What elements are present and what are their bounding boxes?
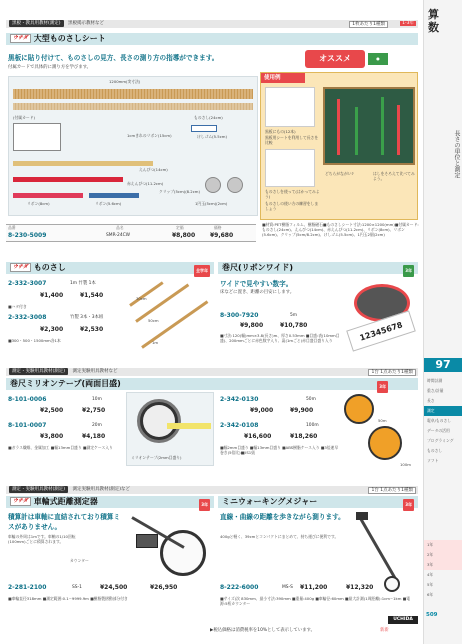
grade-tag-2: 全学年 — [194, 265, 210, 277]
coin-icon — [205, 177, 221, 193]
product-note-5: 車輪の外周は1mです。車軸の1/10回転(100mm)ごとに積算されます。 — [8, 534, 76, 544]
category-sublabel: 黒板掲示教材など — [67, 21, 104, 26]
grade-tab-6[interactable]: 6年 — [427, 592, 434, 597]
col-price: 価格 — [214, 225, 222, 230]
product-spec-6: ■サイズ(次 830mm、最小寸法:390mm ■重量:400g ■車輪径:60mm ■最大計測(1周距離):1cm~1km ■電源:5桁カウンター — [220, 596, 411, 606]
monosashi-label: ものさし(24cm) — [194, 115, 223, 120]
tax-price-2a: ¥1,540 — [80, 292, 104, 299]
sidebar-item-5[interactable]: データの活用 — [427, 428, 450, 433]
sidebar-item-4[interactable]: 電卓/ものさし — [427, 418, 452, 423]
quantity-badge-4: 1台 1点あたり1種類 — [368, 369, 416, 376]
product-code[interactable]: 8-230-5009 — [8, 232, 47, 239]
product-note-2a: ■ハタ付き — [8, 304, 27, 309]
product-title-5: 車輪式距離測定器 — [33, 497, 98, 506]
col-list: 定価 — [176, 225, 184, 230]
ribbon-8-label: リボン(8cm) — [27, 201, 50, 206]
tax-price-3: ¥10,780 — [280, 322, 308, 329]
sidebar-item-2[interactable]: 長さ — [427, 398, 435, 403]
coin-label: 1円玉(5cm)(2cm) — [195, 201, 228, 206]
section4-category-bar — [6, 368, 418, 376]
product-title-3: 巻尺(リボンワイド) — [222, 263, 294, 272]
usage-note-2: 黒板用シートを利用して長さを比較 — [265, 135, 319, 145]
quantity-badge: 1枚あたり1種類 — [349, 21, 388, 28]
product-model: SMR-24CW — [106, 233, 131, 238]
product-code-4d[interactable]: 2-342-0108 — [220, 422, 259, 429]
tape-caption-4: ミリオンテープ(2mm目盛り) — [131, 455, 182, 460]
ruler-graphic — [13, 89, 253, 99]
product-code-3[interactable]: 8-300-7920 — [220, 312, 259, 319]
product-lead-5: 積算計は車軸に直結されており積算ミスがありません。 — [8, 513, 121, 531]
ribbon-56-graphic — [89, 193, 139, 198]
wheel-image — [130, 512, 214, 580]
list-price-2a: ¥1,400 — [40, 292, 64, 299]
list-price-4d: ¥16,600 — [244, 433, 272, 440]
sidebar-item-3[interactable]: 測定 — [424, 406, 462, 416]
tax-price: ¥9,680 — [210, 232, 234, 239]
card-label: (付属カード) — [13, 115, 35, 120]
section5-title-bar — [6, 496, 214, 508]
grade-tab-4[interactable]: 4年 — [427, 572, 434, 577]
usage-note-3: どちらがながい? — [325, 171, 354, 176]
usage-note-4: はしをそろえて比べてみよう。 — [373, 171, 415, 181]
section5-category-bar — [6, 486, 418, 494]
usage-note-5: ものさしを使って(はかってみよう) — [265, 189, 320, 199]
grade-tab-3[interactable]: 3年 — [424, 560, 462, 570]
sidebar-title: 算数 — [428, 8, 439, 34]
product-code-5[interactable]: 2-281-2100 — [8, 584, 47, 591]
clip-label: クリップ(5cm)(8.2cm) — [159, 189, 200, 194]
pencil-label: えんぴつ(14cm) — [139, 167, 168, 172]
sidebar-item-1[interactable]: 重さ/計量 — [427, 388, 444, 393]
sidebar-item-7[interactable]: ものさし — [427, 448, 443, 453]
label-30cm: 30cm — [136, 296, 147, 301]
product-lead-3: ワイドで見やすい数字。 — [220, 280, 293, 288]
product-desc-2a: 1m 竹製 1本 — [70, 281, 96, 286]
product-spec: ■材質:PET樹脂フィルム、樹脂磁石■ものさしシート寸法:1200×1200(mm)■付属カード:ものさし(24cm)、えんぴつ(14cm)、赤えんぴつ(11.2cm)、リボン(8cm)、リボン(5.6cm)、クリップ(5cm/8.2cm)、けしゴム(5.5cm)、1円玉2個(2cm) — [262, 222, 419, 237]
product-spec-4: ■ガラス繊維、金属加工 ■幅13mm目盛り ■測定ケース入り — [8, 445, 113, 450]
ribbon-56-label: リボン(5.6cm) — [95, 201, 122, 206]
list-price-3: ¥9,800 — [240, 322, 264, 329]
brand-logo-5: ウチダ — [10, 497, 31, 506]
product-lead-6: 直線・曲線の距離を歩きながら測ります。 — [220, 513, 345, 521]
category-label: 黒板・教具用教材(測定) — [9, 20, 64, 27]
product-title-2: ものさし — [33, 263, 66, 272]
walking-measure-image — [350, 506, 418, 606]
list-price-6: ¥11,200 — [300, 584, 328, 591]
product-code-2a[interactable]: 2-332-3007 — [8, 280, 47, 287]
tape-numbers: 12345678 — [346, 310, 416, 351]
usage-title: 使用例 — [261, 73, 305, 83]
bamboo-rulers-image — [122, 278, 214, 352]
product-model-6: MS-S — [282, 585, 293, 590]
grade-tag-3: 3年 — [403, 265, 414, 277]
grade-tag-4: 3年 — [377, 381, 388, 393]
usage-example-panel — [260, 72, 418, 220]
red-pencil-label: 赤えんぴつ(11.2cm) — [127, 181, 164, 186]
grade-tag-5: 3年 — [199, 499, 210, 511]
category-label-4: 測定・実験用具教材(測定) — [9, 368, 68, 375]
product-code-4a[interactable]: 8-101-0006 — [8, 396, 47, 403]
product-spec-4b: ■幅2mm目盛り ■幅13mm目盛り ■ABS樹脂ケース入り ■3倍速早巻き(5倍比)■JIS1級 — [220, 445, 339, 455]
chalkboard-graphic — [323, 87, 415, 165]
col-code: 品番 — [8, 225, 16, 230]
product-note-6: 400gと軽く、39cmとコンパクトにまとめて、持ち運びに便利です。 — [220, 534, 339, 539]
product-code-6[interactable]: 8-222-6000 — [220, 584, 259, 591]
tax-price-5: ¥26,950 — [150, 584, 178, 591]
product-title-6: ミニウォーキングメジャー — [222, 497, 318, 506]
list-price-4b: ¥3,800 — [40, 433, 64, 440]
product-desc-2b: 竹製 3本・3本組 — [70, 315, 104, 320]
section1-category-bar — [6, 20, 418, 28]
sidebar-item-8[interactable]: ソフト — [427, 458, 439, 463]
usage-note-6: ものさしの使い方の練習をしましょう — [265, 201, 319, 211]
category-sublabel-4: 測定実験用具教材など — [72, 369, 118, 374]
ruler-graphic-2 — [13, 103, 253, 110]
grade-tab-1[interactable]: 1年 — [424, 540, 462, 550]
label-1m: 1m — [152, 340, 159, 345]
product-len-4d: 100m — [306, 423, 319, 428]
product-spec-3: ■寸法:120(幅)mm×3.8(長さ)m、厚さ0.53mm ■目盛:表(10mm目盛)、200mmごとに赤色数字入り、裏(1mごと)赤目盛目盛り入り — [220, 333, 340, 343]
list-price-4a: ¥2,500 — [40, 407, 64, 414]
product-len-3: 5m — [290, 313, 298, 318]
product-len-4b: 20m — [92, 423, 102, 428]
ruler-length-label: 1200mm(実寸法) — [109, 79, 141, 84]
list-price: ¥8,800 — [172, 232, 196, 239]
grade-tabs — [424, 540, 462, 600]
list-price-4c: ¥9,000 — [250, 407, 274, 414]
page-number: 97 — [424, 358, 462, 372]
reel-50m-label: 50m — [378, 418, 387, 423]
new-badge-icon: ● — [368, 53, 388, 65]
product-title: 大型ものさしシート — [33, 34, 106, 43]
grade-badge: 1-3年 — [402, 21, 414, 26]
product-note-2b: ■300・500・1500mm各1本 — [8, 338, 61, 343]
product-note: 付属カードで具体的に測り方を学びます。 — [8, 65, 92, 70]
product-title-4: 巻尺ミリオンテープ(両面目盛) — [10, 379, 121, 388]
grade-tag-6: 3年 — [403, 499, 414, 511]
section1-title-bar — [6, 33, 418, 45]
tax-price-4c: ¥9,900 — [290, 407, 314, 414]
product-len-4c: 50m — [306, 397, 316, 402]
price-table — [6, 224, 256, 242]
category-label-5: 測定・実験用具教材(測定) — [9, 486, 68, 493]
label-50cm: 50cm — [148, 318, 159, 323]
sidebar-vertical-label: 長さの単位と測定 — [453, 130, 460, 178]
product-lead: 黒板に貼り付けて、ものさしの見方、長さの測り方の指導ができます。 — [8, 54, 219, 62]
sidebar-nav — [424, 376, 462, 466]
tape-reels-image — [340, 390, 418, 470]
product-code-2b[interactable]: 2-332-3008 — [8, 314, 47, 321]
section3-title-bar — [218, 262, 418, 274]
usage-note-1: 黒板にもの(12本) — [265, 129, 296, 134]
pencil-graphic — [13, 161, 153, 166]
sidebar-item-6[interactable]: プログラミング — [427, 438, 454, 443]
tax-price-4d: ¥18,260 — [290, 433, 318, 440]
category-sublabel-5: 測定実験用具教材(測定)など — [72, 487, 130, 492]
usage-photo-2 — [265, 149, 315, 187]
eraser-label: けしゴム(5.5cm) — [197, 134, 227, 139]
tax-price-4a: ¥2,750 — [82, 407, 106, 414]
list-price-5: ¥24,500 — [100, 584, 128, 591]
list-price-2b: ¥2,300 — [40, 326, 64, 333]
footer-new-label: 新新 — [380, 628, 389, 633]
tax-price-2b: ¥2,530 — [80, 326, 104, 333]
footer-page-number: 509 — [426, 612, 438, 618]
sidebar-item-0[interactable]: 時間計測 — [427, 378, 443, 383]
usage-photo-1 — [265, 87, 315, 127]
sidebar — [423, 0, 462, 644]
reel-100m-label: 100m — [400, 462, 411, 467]
product-len-4a: 10m — [92, 397, 102, 402]
uchida-logo: UCHIDA — [388, 616, 418, 624]
product-note-3: 床などに置き、距離の目安にします。 — [220, 290, 295, 295]
grade-tab-5[interactable]: 5年 — [427, 582, 434, 587]
section4-title-bar — [6, 378, 418, 390]
ribbon-8-graphic — [13, 193, 83, 198]
counter-label: カウンター — [70, 558, 89, 563]
grade-tab-2[interactable]: 2年 — [424, 550, 462, 560]
tape-label: 1cmきれのリボン(15cm) — [127, 133, 172, 138]
section2-title-bar — [6, 262, 214, 274]
product-code-4c[interactable]: 2-342-0130 — [220, 396, 259, 403]
tape-image-3 — [346, 278, 418, 352]
osusume-badge: オススメ — [305, 50, 365, 68]
brand-logo: ウチダ — [10, 34, 31, 43]
product-model-5: SS-1 — [72, 585, 82, 590]
tax-price-4b: ¥4,180 — [82, 433, 106, 440]
col-name: 品名 — [116, 225, 124, 230]
footer-note: ▶税込価格は消費税率を10%として表示しています。 — [210, 628, 315, 633]
product-spec-5: ■車輪直径318mm ■測定範囲:0.1~9999.9m ■樹脂製摺動部分付き — [8, 596, 128, 601]
coin-icon-2 — [227, 177, 243, 193]
brand-logo-2: ウチダ — [10, 263, 31, 272]
quantity-badge-5: 1台 1点あたり1種類 — [368, 487, 416, 494]
product-code-4b[interactable]: 8-101-0007 — [8, 422, 47, 429]
card-graphic — [13, 123, 61, 151]
eraser-graphic — [191, 125, 217, 132]
tape-image-4 — [126, 392, 214, 466]
red-pencil-graphic — [13, 177, 123, 182]
tax-price-6: ¥12,320 — [346, 584, 374, 591]
product-image — [8, 76, 258, 216]
